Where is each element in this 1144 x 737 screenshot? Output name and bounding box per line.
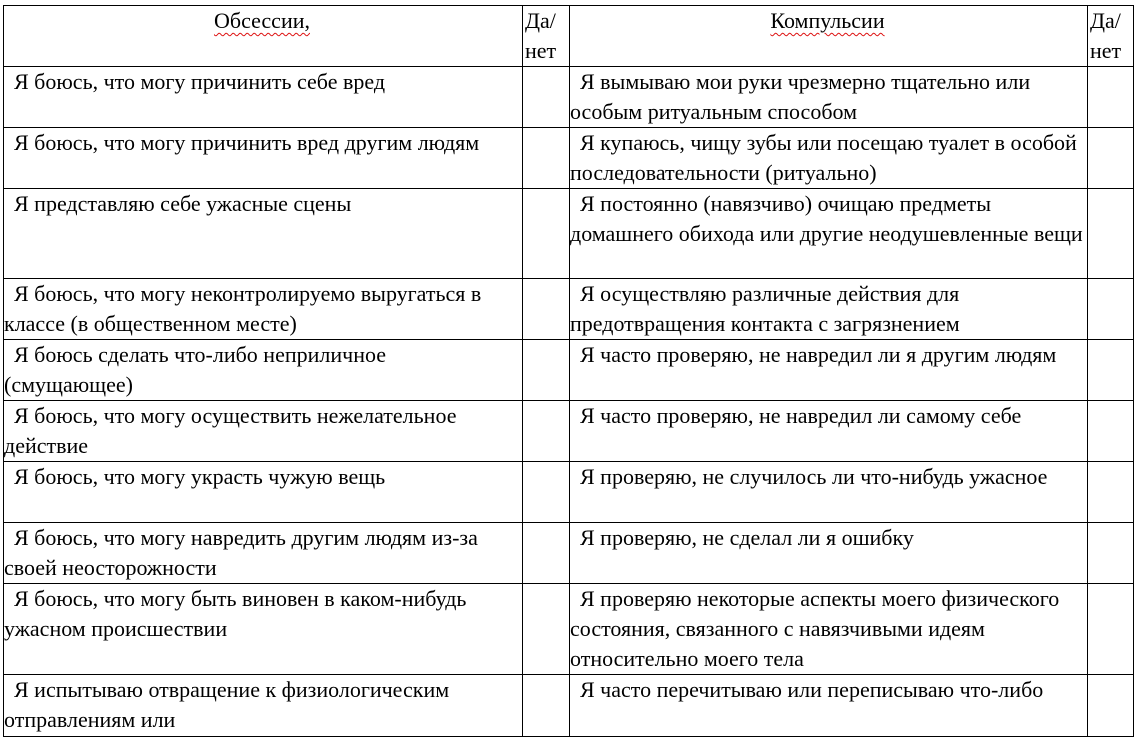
obsession-text: Я боюсь, что могу украсть чужую вещь <box>14 464 386 489</box>
table-row <box>4 462 1134 523</box>
obsession-answer-cell[interactable] <box>523 584 570 675</box>
yes-no-left-header: Да/ нет <box>523 6 570 67</box>
obsession-cell <box>4 128 523 189</box>
obsession-answer-cell[interactable] <box>523 340 570 401</box>
compulsion-cell <box>570 675 1088 737</box>
obsession-cell <box>4 401 523 462</box>
compulsion-answer-cell[interactable] <box>1088 584 1134 675</box>
compulsion-answer-cell[interactable] <box>1088 279 1134 340</box>
obsession-cell <box>4 462 523 523</box>
obsession-cell <box>4 67 523 128</box>
obsession-cell <box>4 189 523 279</box>
obsession-cell <box>4 675 523 737</box>
compulsion-answer-cell[interactable] <box>1088 340 1134 401</box>
obsession-cell <box>4 523 523 584</box>
compulsion-text: Я проверяю некоторые аспекты моего физического состояния, связанного с навязчивыми идеям относительно моего тела <box>570 586 1060 671</box>
table-row <box>4 584 1134 675</box>
obsession-answer-cell[interactable] <box>523 675 570 737</box>
compulsion-cell <box>570 67 1088 128</box>
compulsion-text: Я осуществляю различные действия для предотвращения контакта с загрязнением <box>570 281 960 336</box>
compulsion-cell <box>570 340 1088 401</box>
compulsion-text: Я проверяю, не сделал ли я ошибку <box>580 525 914 550</box>
compulsion-text: Я постоянно (навязчиво) очищаю предметы домашнего обихода или другие неодушевленные вещи <box>570 191 1083 246</box>
compulsion-cell <box>570 128 1088 189</box>
compulsion-answer-cell[interactable] <box>1088 67 1134 128</box>
obsession-text: Я боюсь сделать что-либо неприличное (смущающее) <box>4 342 387 397</box>
table-row <box>4 128 1134 189</box>
obsessions-header-label: Обсессии, <box>213 8 310 33</box>
compulsion-cell <box>570 189 1088 279</box>
compulsion-text: Я часто перечитываю или переписываю что-либо <box>580 677 1044 702</box>
compulsion-cell <box>570 462 1088 523</box>
compulsion-answer-cell[interactable] <box>1088 189 1134 279</box>
obsession-text: Я боюсь, что могу навредить другим людям из-за своей неосторожности <box>4 525 478 580</box>
obsession-text: Я представляю себе ужасные сцены <box>14 191 352 216</box>
table-row <box>4 340 1134 401</box>
table-row <box>4 279 1134 340</box>
compulsion-answer-cell[interactable] <box>1088 523 1134 584</box>
obsession-answer-cell[interactable] <box>523 279 570 340</box>
obsessions-header <box>4 6 523 67</box>
compulsion-cell <box>570 401 1088 462</box>
header-row <box>4 6 1134 67</box>
obsession-answer-cell[interactable] <box>523 523 570 584</box>
obsession-text: Я боюсь, что могу неконтролируемо выругаться в классе (в общественном месте) <box>4 281 482 336</box>
obsession-text: Я боюсь, что могу осуществить нежелательное действие <box>4 403 457 458</box>
compulsion-answer-cell[interactable] <box>1088 128 1134 189</box>
obsession-text: Я боюсь, что могу причинить вред другим людям <box>14 130 480 155</box>
obsession-answer-cell[interactable] <box>523 401 570 462</box>
compulsion-text: Я купаюсь, чищу зубы или посещаю туалет в особой последовательности (ритуально) <box>570 130 1077 185</box>
document-page <box>3 5 1134 737</box>
obsession-cell <box>4 279 523 340</box>
compulsion-cell <box>570 584 1088 675</box>
obsession-answer-cell[interactable] <box>523 67 570 128</box>
compulsion-answer-cell[interactable] <box>1088 675 1134 737</box>
table-row <box>4 67 1134 128</box>
compulsion-answer-cell[interactable] <box>1088 401 1134 462</box>
compulsion-answer-cell[interactable] <box>1088 462 1134 523</box>
compulsion-text: Я часто проверяю, не навредил ли самому себе <box>580 403 1022 428</box>
obsession-cell <box>4 584 523 675</box>
obsession-answer-cell[interactable] <box>523 128 570 189</box>
compulsion-cell <box>570 279 1088 340</box>
compulsion-text: Я вымываю мои руки чрезмерно тщательно или особым ритуальным способом <box>570 69 1031 124</box>
obsession-cell <box>4 340 523 401</box>
compulsions-header <box>570 6 1088 67</box>
table-row <box>4 675 1134 737</box>
yes-no-right-header: Да/ нет <box>1088 6 1134 67</box>
obsession-text: Я испытываю отвращение к физиологическим отправлениям или <box>4 677 450 732</box>
compulsion-cell <box>570 523 1088 584</box>
compulsion-text: Я проверяю, не случилось ли что-нибудь ужасное <box>580 464 1048 489</box>
table-row <box>4 401 1134 462</box>
table-row <box>4 523 1134 584</box>
obsession-text: Я боюсь, что могу причинить себе вред <box>14 69 386 94</box>
questionnaire-table <box>3 5 1134 737</box>
obsession-answer-cell[interactable] <box>523 189 570 279</box>
table-row <box>4 189 1134 279</box>
compulsion-text: Я часто проверяю, не навредил ли я другим людям <box>580 342 1057 367</box>
obsession-text: Я боюсь, что могу быть виновен в каком-нибудь ужасном происшествии <box>4 586 467 641</box>
compulsions-header-label: Компульсии <box>770 8 885 33</box>
obsession-answer-cell[interactable] <box>523 462 570 523</box>
